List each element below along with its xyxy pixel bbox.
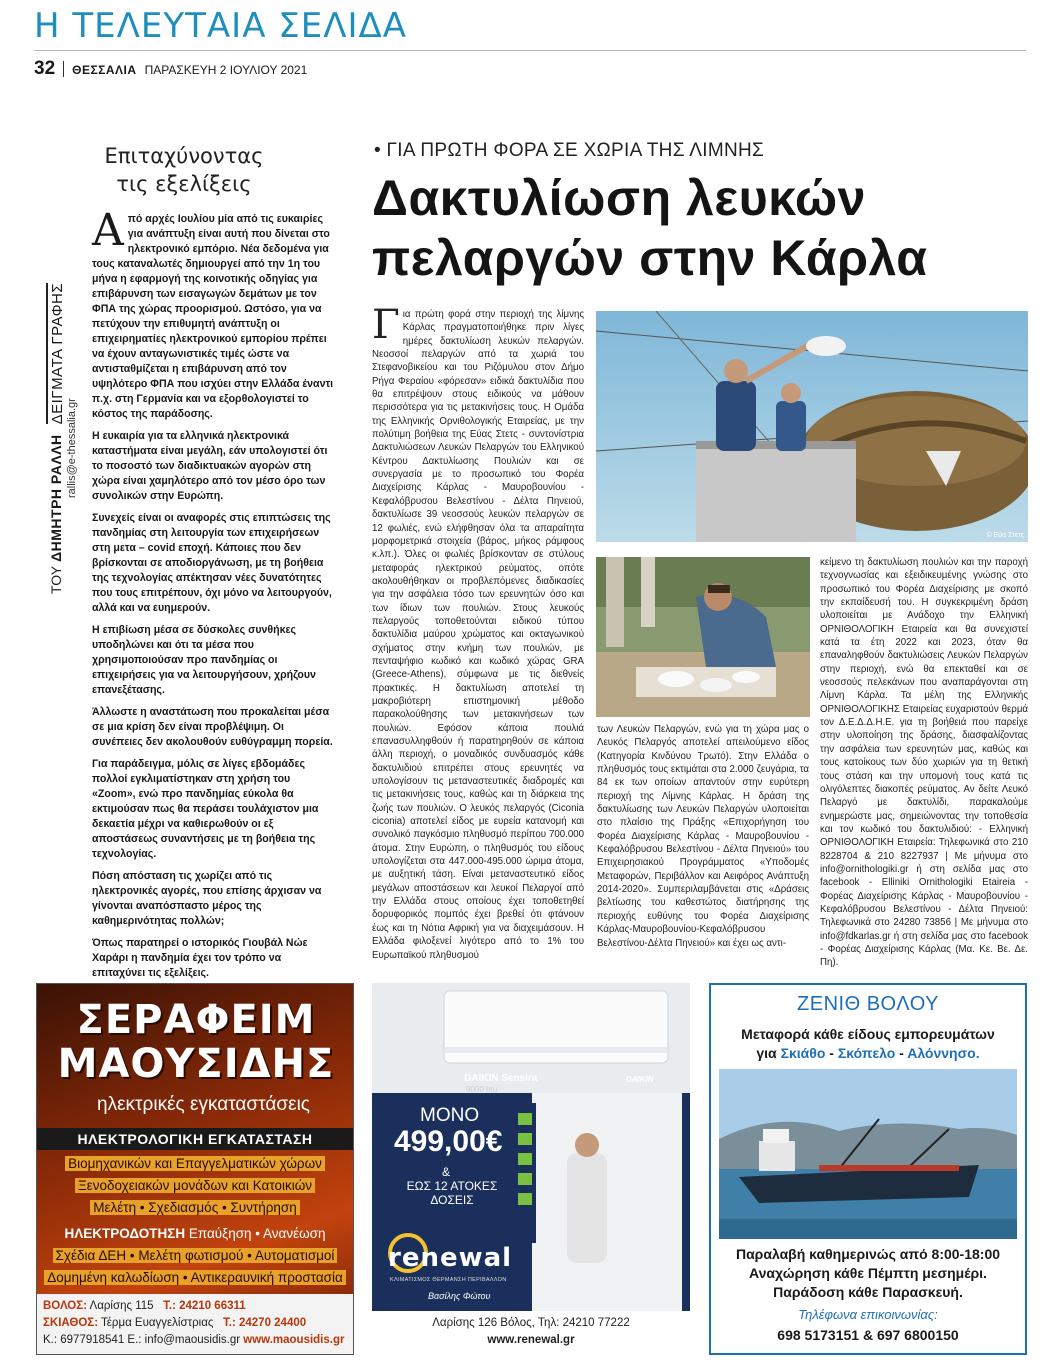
serafeim-contacts: ΒΟΛΟΣ: Λαρίσης 115 Τ.: 24210 66311 ΣΚΙΑΘΟΣ: Τέρμα Ευαγγελίστριας Τ.: 24270 24400 Κ.: 6977918541 Ε.: info@maousidis.gr www.maousidis.gr bbox=[37, 1294, 353, 1354]
serafeim-subtitle: ηλεκτρικές εγκαταστάσεις bbox=[97, 1094, 310, 1115]
page-number: 32 bbox=[34, 58, 56, 79]
zenith-title: ΖΕΝΙΘ ΒΟΛΟΥ bbox=[797, 993, 939, 1015]
renewal-product-brand: DAIKIN Sensira bbox=[464, 1073, 538, 1084]
ad-zenith-volou[interactable] bbox=[709, 983, 1027, 1355]
column-title bbox=[94, 142, 274, 198]
issue-date: ΠΑΡΑΣΚΕΥΗ 2 ΙΟΥΛΙΟΥ 2021 bbox=[144, 63, 308, 77]
serafeim-line: Δομημένη καλωδίωση • Αντικεραυνική προστασία bbox=[37, 1270, 353, 1285]
stork-nest-illustration bbox=[596, 311, 1028, 542]
column-dropcap: Α bbox=[92, 205, 124, 256]
column-category: ΔΕΙΓΜΑΤΑ ΓΡΑΦΗΣ bbox=[46, 283, 66, 425]
serafeim-line: Βιομηχανικών και Επαγγελματικών χώρων bbox=[37, 1156, 353, 1171]
column-title-line1: Επιταχύνοντας bbox=[104, 144, 264, 168]
column-paragraph: Για παράδειγμα, μόλις σε λίγες εβδομάδες πολλοί εγκλιματίστηκαν στη χρήση του «Zoom», ενώ προ πανδημίας εύκολα θα εκτιμούσαν πως θα περάσει τουλάχιστον μια δεκαετία μέχρι να καθιερωθούν οι εξ αποστάσεως συναντήσεις με τη βοήθεια της τεχνολογίας. bbox=[92, 758, 319, 860]
headline-line2: πελαργών στην Κάρλα bbox=[372, 230, 928, 286]
ad-renewal[interactable] bbox=[372, 983, 690, 1355]
byline-prefix: ΤΟΥ bbox=[48, 565, 64, 594]
header-rule bbox=[34, 50, 1026, 51]
column-paragraph: Όπως παρατηρεί ο ιστορικός Γιουβάλ Νώε Χαράρι η πανδημία έχει τον τρόπο να επιταχύνει τις εξελίξεις. bbox=[92, 937, 308, 979]
column-title-line2: τις εξελίξεις bbox=[116, 172, 252, 196]
zenith-service: Μεταφορά κάθε είδους εμπορευμάτων για Σκιάθο - Σκόπελο - Αλόννησο. bbox=[741, 1026, 995, 1061]
daikin-logo: DAIKIN bbox=[626, 1075, 654, 1084]
column-paragraph: Η ευκαιρία για τα ελληνικά ηλεκτρονικά καταστήματα είναι μεγάλη, εάν υπολογιστεί ότι το ποσοστό των διαδικτυακών αγορών στη χώρα είναι χαμηλότερο από τον μέσο όρο των συνολικών στην Ευρώπη. bbox=[92, 430, 328, 502]
ringing-photo bbox=[596, 557, 810, 717]
column-byline bbox=[46, 204, 66, 594]
column-body bbox=[92, 205, 336, 988]
renewal-product-model: 9000 btu bbox=[466, 1085, 498, 1094]
renewal-price: 499,00€ bbox=[394, 1125, 503, 1158]
serafeim-band: ΗΛΕΚΤΡΟΛΟΓΙΚΗ ΕΓΚΑΤΑΣΤΑΣΗ bbox=[37, 1128, 353, 1150]
renewal-web[interactable]: www.renewal.gr bbox=[487, 1334, 575, 1346]
renewal-logo-sub: ΚΛΙΜΑΤΙΣΜΟΣ ΘΕΡΜΑΝΣΗ ΠΕΡΙΒΑΛΛΟΝ bbox=[390, 1277, 507, 1283]
byline-author: ΔΗΜΗΤΡΗ ΡΑΛΛΗ bbox=[48, 434, 64, 562]
serafeim-line: Μελέτη • Σχεδιασμός • Συντήρηση bbox=[37, 1200, 353, 1215]
column-paragraph: Η επιβίωση μέσα σε δύσκολες συνθήκες υποδηλώνει και ότι τα μέσα που χρησιμοποιούσαν προ πανδημίας οι επιχειρήσεις για να λειτουργήσουν, χρήζουν επανεξέτασης. bbox=[92, 624, 316, 696]
section-title: Η ΤΕΛΕΥΤΑΙΑ ΣΕΛΙΔΑ bbox=[34, 6, 408, 46]
folio-divider bbox=[63, 61, 64, 77]
column-paragraph: Συνεχείς είναι οι αναφορές στις επιπτώσεις της πανδημίας στη λειτουργία των επιχειρήσεων στη μετα – covid εποχή. Κάποιες που δεν βρίσκονται σε αποδιοργάνωση, με τη βοήθεια της τεχνολογίας απέκτησαν νέες δυνατότητες που τους επιτρέπουν, όχι μόνο να λειτουργούν, αλλά και να ευημερούν. bbox=[92, 512, 332, 614]
headline-line1: Δακτυλίωση λευκών bbox=[372, 170, 866, 226]
zenith-schedule: Παραλαβή καθημερινώς από 8:00-18:00 Αναχώρηση κάθε Πέμπτη μεσημέρι. Παράδοση κάθε Παρασκευή. bbox=[735, 1246, 1001, 1300]
article-kicker: • ΓΙΑ ΠΡΩΤΗ ΦΟΡΑ ΣΕ ΧΩΡΙΑ ΤΗΣ ΛΙΜΝΗΣ bbox=[374, 140, 765, 161]
column-paragraph: Από αρχές Ιουλίου μία από τις ευκαιρίες για ανάπτυξη είναι αυτή που δίνεται στο ηλεκτρονικό εμπόριο. Νέα δεδομένα για τους καταναλωτές δημιουργεί από την 1η του μήνα η εφαρμογή της κοινοτικής οδηγίας για επιβάρυνση των εισαγωγών δεμάτων με τον ΦΠΑ της χώρας προορισμού. Ωστόσο, για να πετύχουν την επιθυμητή ανάπτυξη οι επιχειρηματίες ηλεκτρονικού εμπορίου πρέπει να έχουν ανταγωνιστικές τιμές ώστε να αντισταθμίζεται η επιβάρυνση από τον υψηλότερο ΦΠΑ που ισχύει στην Ελλάδα έναντι π.χ. στη Γερμανία και να εξορθολογιστεί το κόστος της παράδοσης. bbox=[92, 205, 334, 420]
author-email[interactable]: rallis@e-thessalia.gr bbox=[66, 398, 78, 498]
article-dropcap: Γ bbox=[372, 302, 400, 348]
renewal-mono: ΜΟΝΟ bbox=[420, 1105, 480, 1126]
article-column-2: των Λευκών Πελαργών, ενώ για τη χώρα μας ο Λευκός Πελαργός αποτελεί απειλούμενο είδος (Κατηγορία Κινδύνου Τρωτό). Στην Ελλάδα ο πληθυσμός τους εκτιμάται στα 2.000 ζευγάρια, τα 84 εκ των οποίων απαντούν στην ευρύτερη περιοχή της Λίμνης Κάρλας. Η δράση της δακτυλίωσης των Λευκών Πελαργών υλοποιείται στο πλαίσιο της Πράξης «Επιχορήγηση του Φορέα Διαχείρισης Κάρλας - Μαυροβουνίου - Κεφαλόβρυσου Βελεστίνου - Δέλτα Πηνειού» του Επιχειρησιακού Προγράμματος «Υποδομές Μεταφορών, Περιβάλλον και Αειφόρος Ανάπτυξη 2014-2020». Συμπεριλαμβάνεται στις «Δράσεις βελτίωσης του καθεστώτος διατήρησης της περιοχής ευθύνης του Φορέα Διαχείρισης Κάρλας-Μαυροβουνίου-Κεφαλόβρυσου Βελεστίνου-Δέλτα Πηνειού» και έχει ως αντι- bbox=[597, 724, 809, 949]
photo-credit: © Εύα Στετς bbox=[986, 532, 1024, 539]
article-headline bbox=[372, 168, 1012, 288]
serafeim-line: ΗΛΕΚΤΡΟΔΟΤΗΣΗ Επαύξηση • Ανανέωση bbox=[64, 1226, 326, 1241]
column-paragraph: Άλλωστε η αναστάτωση που προκαλείται μέσα σε μια κρίση δεν είναι προβλέψιμη. Οι συνέπειες δεν ακολουθούν ευθύγραμμη πορεία. bbox=[92, 706, 333, 748]
renewal-footer: Λαρίσης 126 Βόλος, Τηλ: 24210 77222 www.renewal.gr bbox=[372, 1311, 690, 1355]
article-column-1: Για πρώτη φορά στην περιοχή της λίμνης Κάρλας πραγματοποιήθηκε πριν λίγες ημέρες δακτυλίωση λευκών πελαργών. Νεοσσοί πελαργών από τα χωριά του Στεφανοβικείου και του Ριζόμυλου στον Δήμο Ρήγα Φεραίου «φόρεσαν» ειδικά δακτυλίδια που θα επιτρέψουν στους ειδικούς να μάθουν περισσότερα για τις μετακινήσεις τους. Η Ομάδα της Ελληνικής Ορνιθολογικής Εταιρείας, με την πολύτιμη βοήθεια της Εύας Στετς - συντονίστρια Δακτυλιώσεων Λευκών Πελαργών του Ελληνικού Κέντρου Δακτυλίωσης Πουλιών και σε συνεργασία με το προσωπικό του Φορέα Διαχείρισης Κάρλας - Μαυροβουνίου - Κεφαλόβρυσου Βελεστίνου - Δέλτα Πηνειού, δακτυλίωσε 39 νεοσσούς λευκών πελαργών σε 12 φωλιές, ενώ ελήφθησαν όλα τα απαραίτητα μορφομετρικά στοιχεία (βάρος, μήκος ράμφους κ.λπ.). Όλες οι φωλιές βρίσκονταν σε στύλους μεταφοράς ηλεκτρικού ρεύματος, οπότε ακολουθήθηκαν οι προβλεπόμενες διαδικασίες για την ασφάλεια τόσο των ερευνητών όσο και των ίδιων των πουλιών. Στους λευκούς πελαργούς τοποθετούνται ειδικού τύπου δακτυλίδια μαύρου χρώματος και οκταγωνικού σχήματος στην κνήμη των πουλιών, με πενταψήφιο κωδικό και κωδικό χώρας GRA (Greece-Athens), σύμφωνα με τις διεθνείς πρακτικές. Η δακτυλίωση αποτελεί τη μακροβιότερη επιστημονική μέθοδο παρακολούθησης των μετακινήσεων των πουλιών. Εφόσον κάποια πουλιά επανασυλληφθούν ή παρατηρηθούν σε κάποια άλλη περιοχή, ο μοναδικός συνδυασμός κάθε δακτυλιδιού επιτρέπει στους ερευνητές να υπολογίσουν τις μεταναστευτικές διαδρομές και τις μετακινήσεις τους, καθώς και τη διάρκεια της ζωής των πουλιών. Ο λευκός πελαργός (Ciconia ciconia) αποτελεί είδος με ευρεία κατανομή και συνολικό παγκόσμιο πληθυσμό περίπου 700.000 άτομα. Στην Ευρώπη, ο πληθυσμός του είδους υπολογίζεται στα 447.000-495.000 ώριμα άτομα, με αυξητική τάση. Είναι μεταναστευτικό είδος μεγάλων αποστάσεων και λευκοί Πελαργοί από την Ελλάδα στους οποίους έχει τοποθετηθεί δορυφορικός πομπός έχει βρεθεί ότι φτάνουν έως και τη Νότια Αφρική για να διαχειμάσουν. Η Ελλάδα φιλοξενεί λιγότερο από το 1% του Ευρωπαϊκού πληθυσμού bbox=[372, 302, 584, 961]
article-column-3: κείμενο τη δακτυλίωση πουλιών και την παροχή τεχνογνωσίας και εξειδικευμένης γνώσης στο προσωπικό του Φορέα Διαχείρισης με σκοπό την εκπαίδευσή του. Η συγκεκριμένη δράση υλοποιείται με Ανάδοχο την Ελληνική ΟΡΝΙΘΟΛΟΓΙΚΗ Εταιρεία και θα συνεχιστεί κατά τα έτη 2022 και 2023, όταν θα επαναληφθούν δακτυλιώσεις Λευκών Πελαργών στην περιοχή, ενώ θα επεκταθεί και σε νεοσσούς πελεκάνων που αναπαράγονται στη Λίμνη Κάρλα. Τα μέλη της Ελληνικής ΟΡΝΙΘΟΛΟΓΙΚΗΣ Εταιρείας ευχαριστούν θερμά τον Δ.Ε.Δ.Δ.Η.Ε. για τη βοήθειά που παρείχε στην υλοποίηση της δράσης, διασφαλίζοντας την ασφάλεια των ερευνητών μας, καθώς και τους κατοίκους των δύο χωριών για τη θετική τους στάση και την υπομονή τους κατά τις ολιγόλεπτες διακοπές ρεύματος. Αν δείτε Λευκό Πελαργό με δακτυλίδι, παρακαλούμε ενημερώστε μας, σημειώνοντας την τοποθεσία και τον κωδικό του δακτυλιδιού: - Ελληνική ΟΡΝΙΘΟΛΟΓΙΚΗ Εταιρεία: Τηλεφωνικά στο 210 8228704 & 210 8227937 | Με μήνυμα στο info@ornithologiki.gr ή στη σελίδα μας στο facebook - Elliniki Ornithologiki Etaireia - Φορέας Διαχείρισης Κάρλας - Μαυροβουνίου - Κεφαλόβρυσου Βελεστίνου - Δέλτα Πηνειού: Τηλεφωνικά στο 24280 73856 | Με μήνυμα στο info@fdkarlas.gr ή στη σελίδα μας στο facebook - Φορέας Διαχείρισης Κάρλας (Μα. Κε. Βε. Δε. Πη). bbox=[820, 557, 1028, 969]
serafeim-logo: ΣΕΡΑΦΕΙΜ ΜΑΟΥΣΙΔΗΣ bbox=[57, 997, 335, 1087]
folio bbox=[34, 58, 307, 80]
stork-nest-photo bbox=[596, 311, 1028, 542]
column-paragraph: Πόση απόσταση τις χωρίζει από τις ηλεκτρονικές αγορές, που επίσης άρχισαν να γίνονται αναπόσπαστο μέρος της καθημερινότητας πολλών; bbox=[92, 870, 322, 927]
renewal-amp: & bbox=[442, 1165, 451, 1179]
ringing-illustration bbox=[596, 557, 810, 717]
ad-serafeim-maousidis[interactable] bbox=[36, 983, 354, 1355]
renewal-installments: ΕΩΣ 12 ΑΤΟΚΕΣ ΔΟΣΕΙΣ bbox=[406, 1179, 498, 1207]
cargo-ship-photo bbox=[719, 1069, 1017, 1239]
paper-name: ΘΕΣΣΑΛΙΑ bbox=[72, 63, 137, 77]
zenith-phones[interactable]: 698 5173151 & 697 6800150 bbox=[777, 1327, 959, 1343]
serafeim-line: Ξενοδοχειακών μονάδων και Κατοικιών bbox=[37, 1178, 353, 1193]
serafeim-line: Σχέδια ΔΕΗ • Μελέτη φωτισμού • Αυτοματισμοί bbox=[37, 1248, 353, 1263]
ship-illustration bbox=[719, 1069, 1017, 1239]
renewal-signature: Βασίλης Φώτου bbox=[428, 1291, 491, 1301]
renewal-logo: renewal bbox=[388, 1243, 513, 1273]
zenith-contact-label: Τηλέφωνα επικοινωνίας: bbox=[798, 1307, 938, 1322]
